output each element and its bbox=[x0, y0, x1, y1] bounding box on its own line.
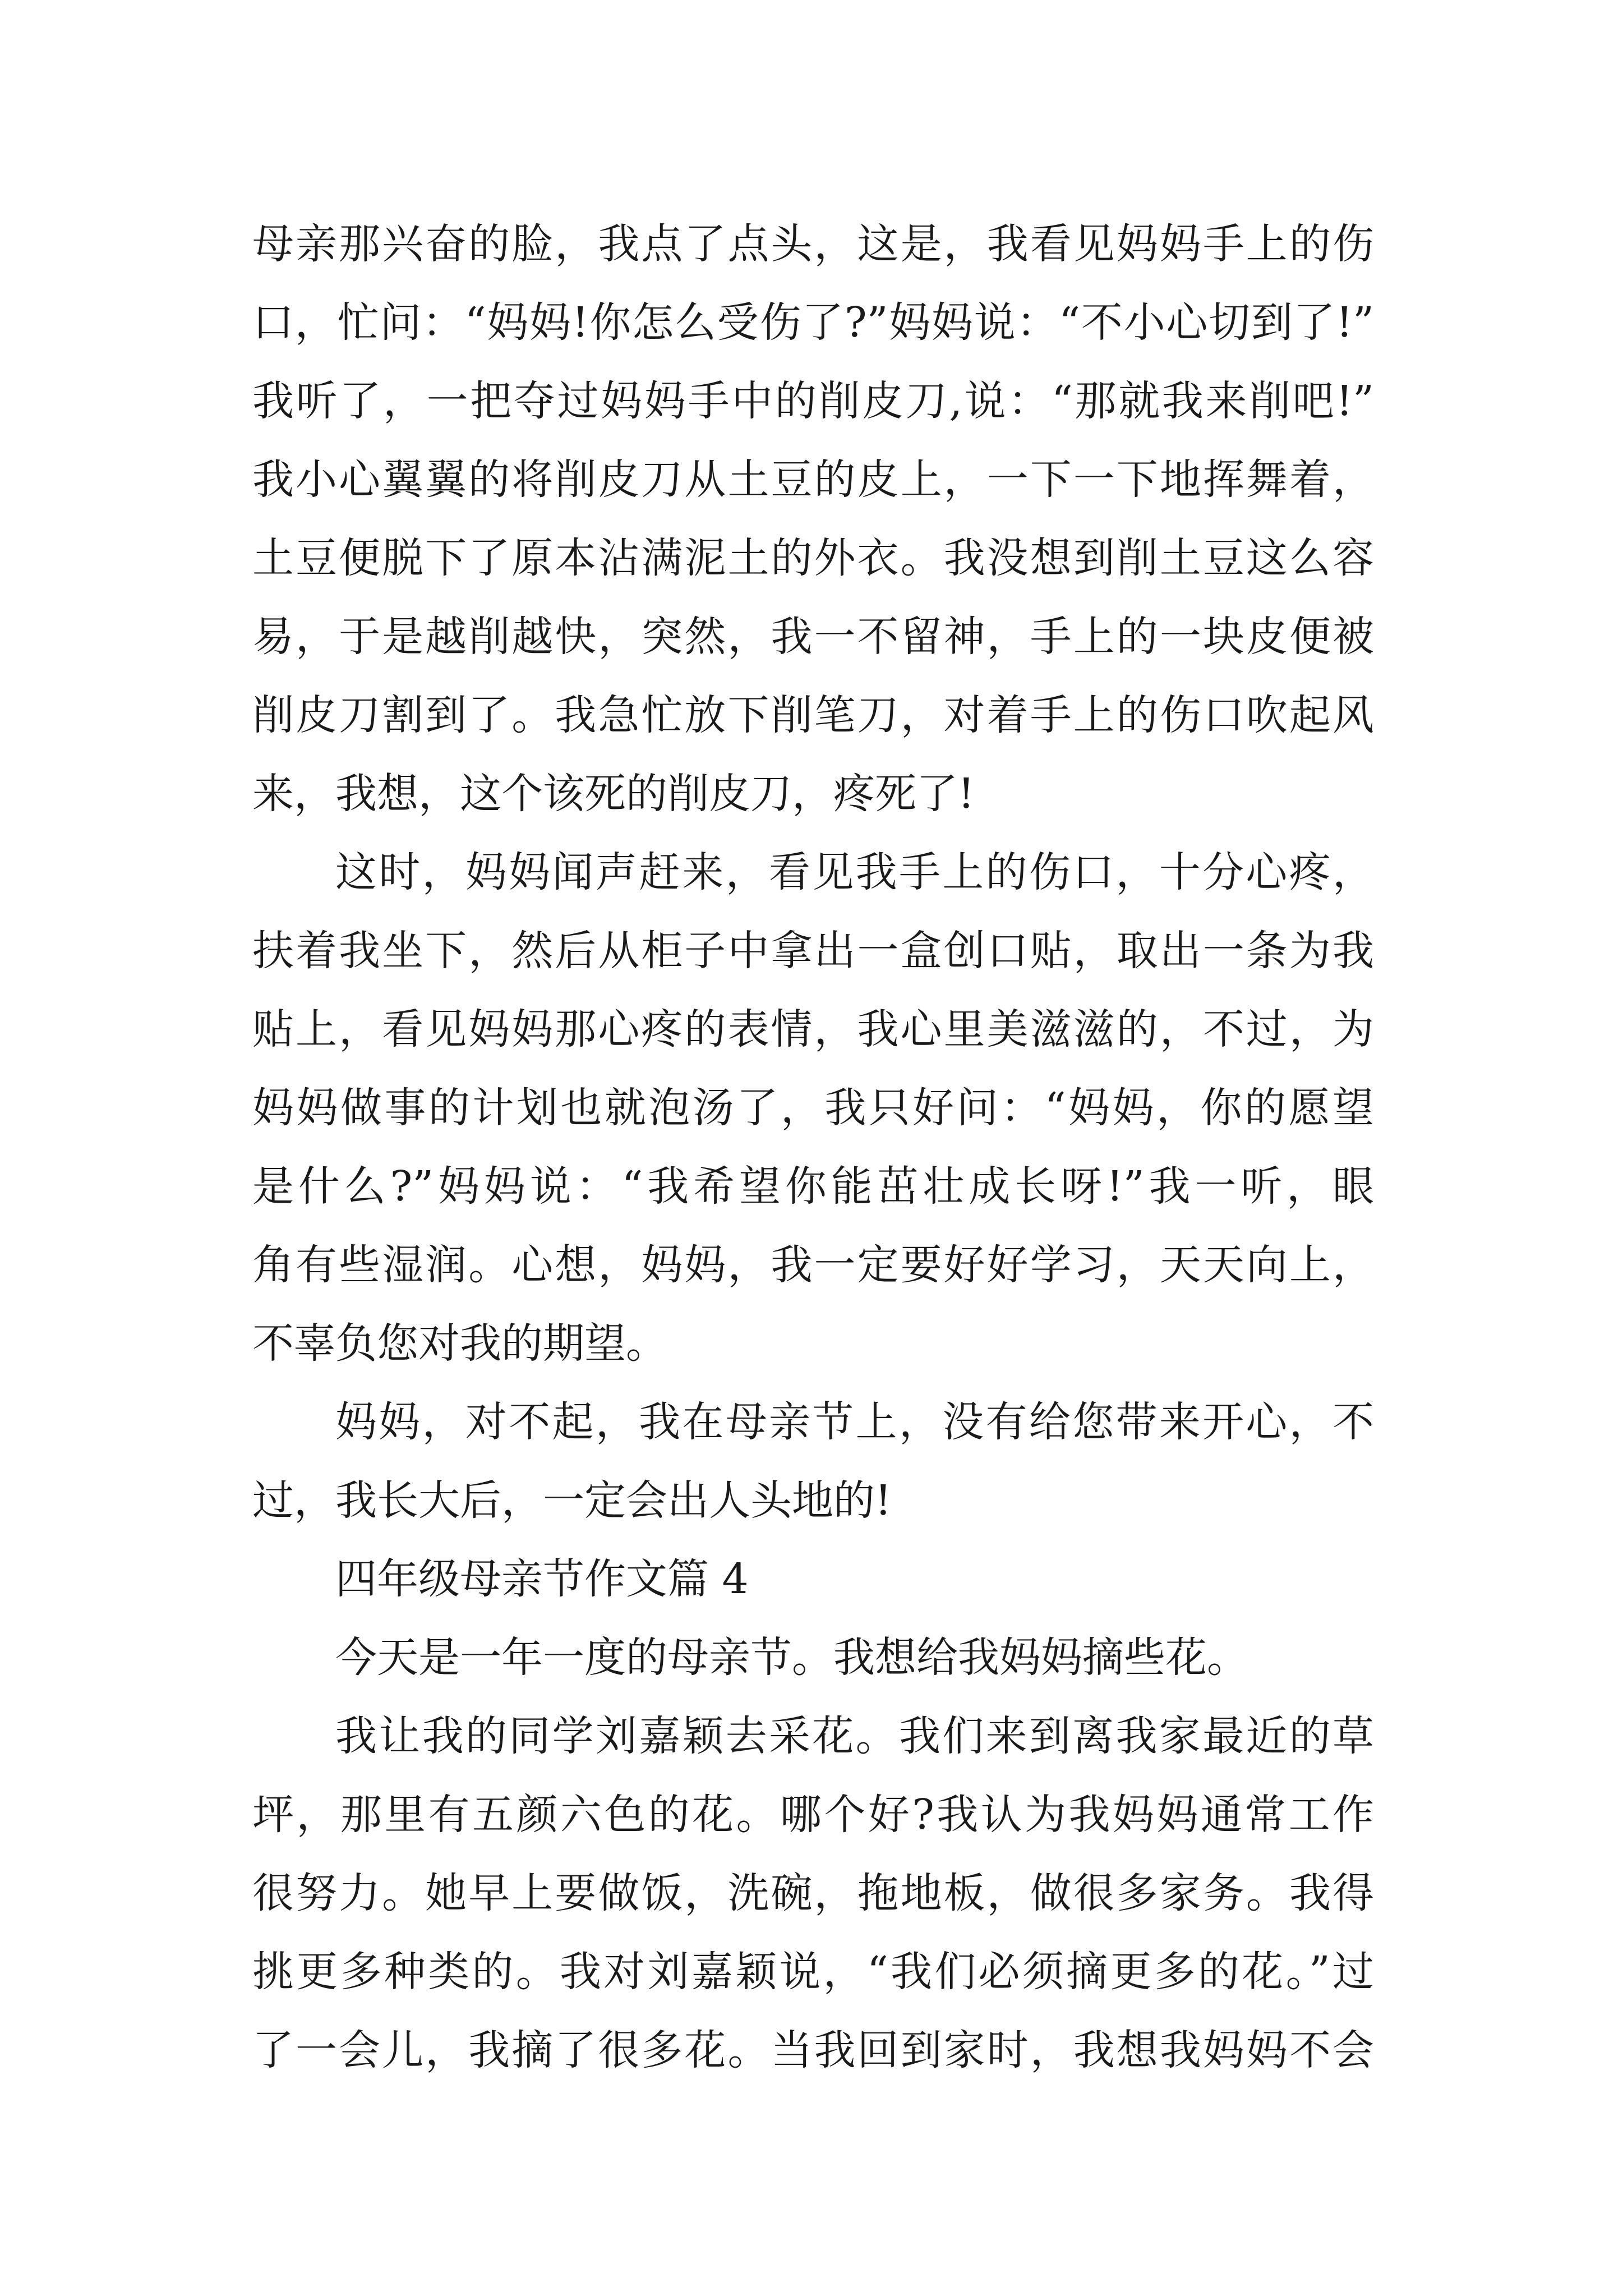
text-line: 我让我的同学刘嘉颖去采花。我们来到离我家最近的草 bbox=[335, 1712, 1374, 1760]
text-line: 妈妈，对不起，我在母亲节上，没有给您带来开心，不 bbox=[335, 1398, 1374, 1446]
text-line: 妈妈做事的计划也就泡汤了，我只好问：“妈妈，你的愿望 bbox=[252, 1084, 1374, 1132]
document-body bbox=[252, 205, 1374, 2090]
text-line: 是什么?”妈妈说：“我希望你能茁壮成长呀!”我一听，眼 bbox=[252, 1162, 1374, 1211]
text-line: 不辜负您对我的期望。 bbox=[252, 1319, 667, 1368]
text-line: 了一会儿，我摘了很多花。当我回到家时，我想我妈妈不会 bbox=[252, 2026, 1374, 2074]
text-line: 母亲那兴奋的脸，我点了点头，这是，我看见妈妈手上的伤 bbox=[252, 220, 1374, 268]
text-line: 扶着我坐下，然后从柜子中拿出一盒创口贴，取出一条为我 bbox=[252, 927, 1374, 975]
text-line: 今天是一年一度的母亲节。我想给我妈妈摘些花。 bbox=[335, 1634, 1248, 1682]
text-line: 我小心翼翼的将削皮刀从土豆的皮上，一下一下地挥舞着， bbox=[252, 455, 1374, 504]
text-line: 易，于是越削越快，突然，我一不留神，手上的一块皮便被 bbox=[252, 613, 1374, 661]
text-line: 贴上，看见妈妈那心疼的表情，我心里美滋滋的，不过，为 bbox=[252, 1005, 1374, 1053]
text-line: 这时，妈妈闻声赶来，看见我手上的伤口，十分心疼， bbox=[335, 848, 1374, 896]
text-line: 过，我长大后，一定会出人头地的! bbox=[252, 1476, 892, 1525]
section-heading: 四年级母亲节作文篇 4 bbox=[335, 1555, 749, 1603]
text-line: 角有些湿润。心想，妈妈，我一定要好好学习，天天向上， bbox=[252, 1241, 1374, 1289]
text-line: 挑更多种类的。我对刘嘉颖说，“我们必须摘更多的花。”过 bbox=[252, 1948, 1374, 1996]
text-line: 很努力。她早上要做饭，洗碗，拖地板，做很多家务。我得 bbox=[252, 1869, 1374, 1917]
text-line: 来，我想，这个该死的削皮刀，疼死了! bbox=[252, 770, 975, 818]
text-line: 坪，那里有五颜六色的花。哪个好?我认为我妈妈通常工作 bbox=[252, 1791, 1374, 1839]
text-line: 口，忙问：“妈妈!你怎么受伤了?”妈妈说：“不小心切到了!” bbox=[252, 298, 1374, 347]
text-line: 削皮刀割到了。我急忙放下削笔刀，对着手上的伤口吹起风 bbox=[252, 691, 1374, 739]
text-line: 土豆便脱下了原本沾满泥土的外衣。我没想到削土豆这么容 bbox=[252, 534, 1374, 582]
text-line: 我听了，一把夺过妈妈手中的削皮刀,说：“那就我来削吧!” bbox=[252, 377, 1374, 425]
